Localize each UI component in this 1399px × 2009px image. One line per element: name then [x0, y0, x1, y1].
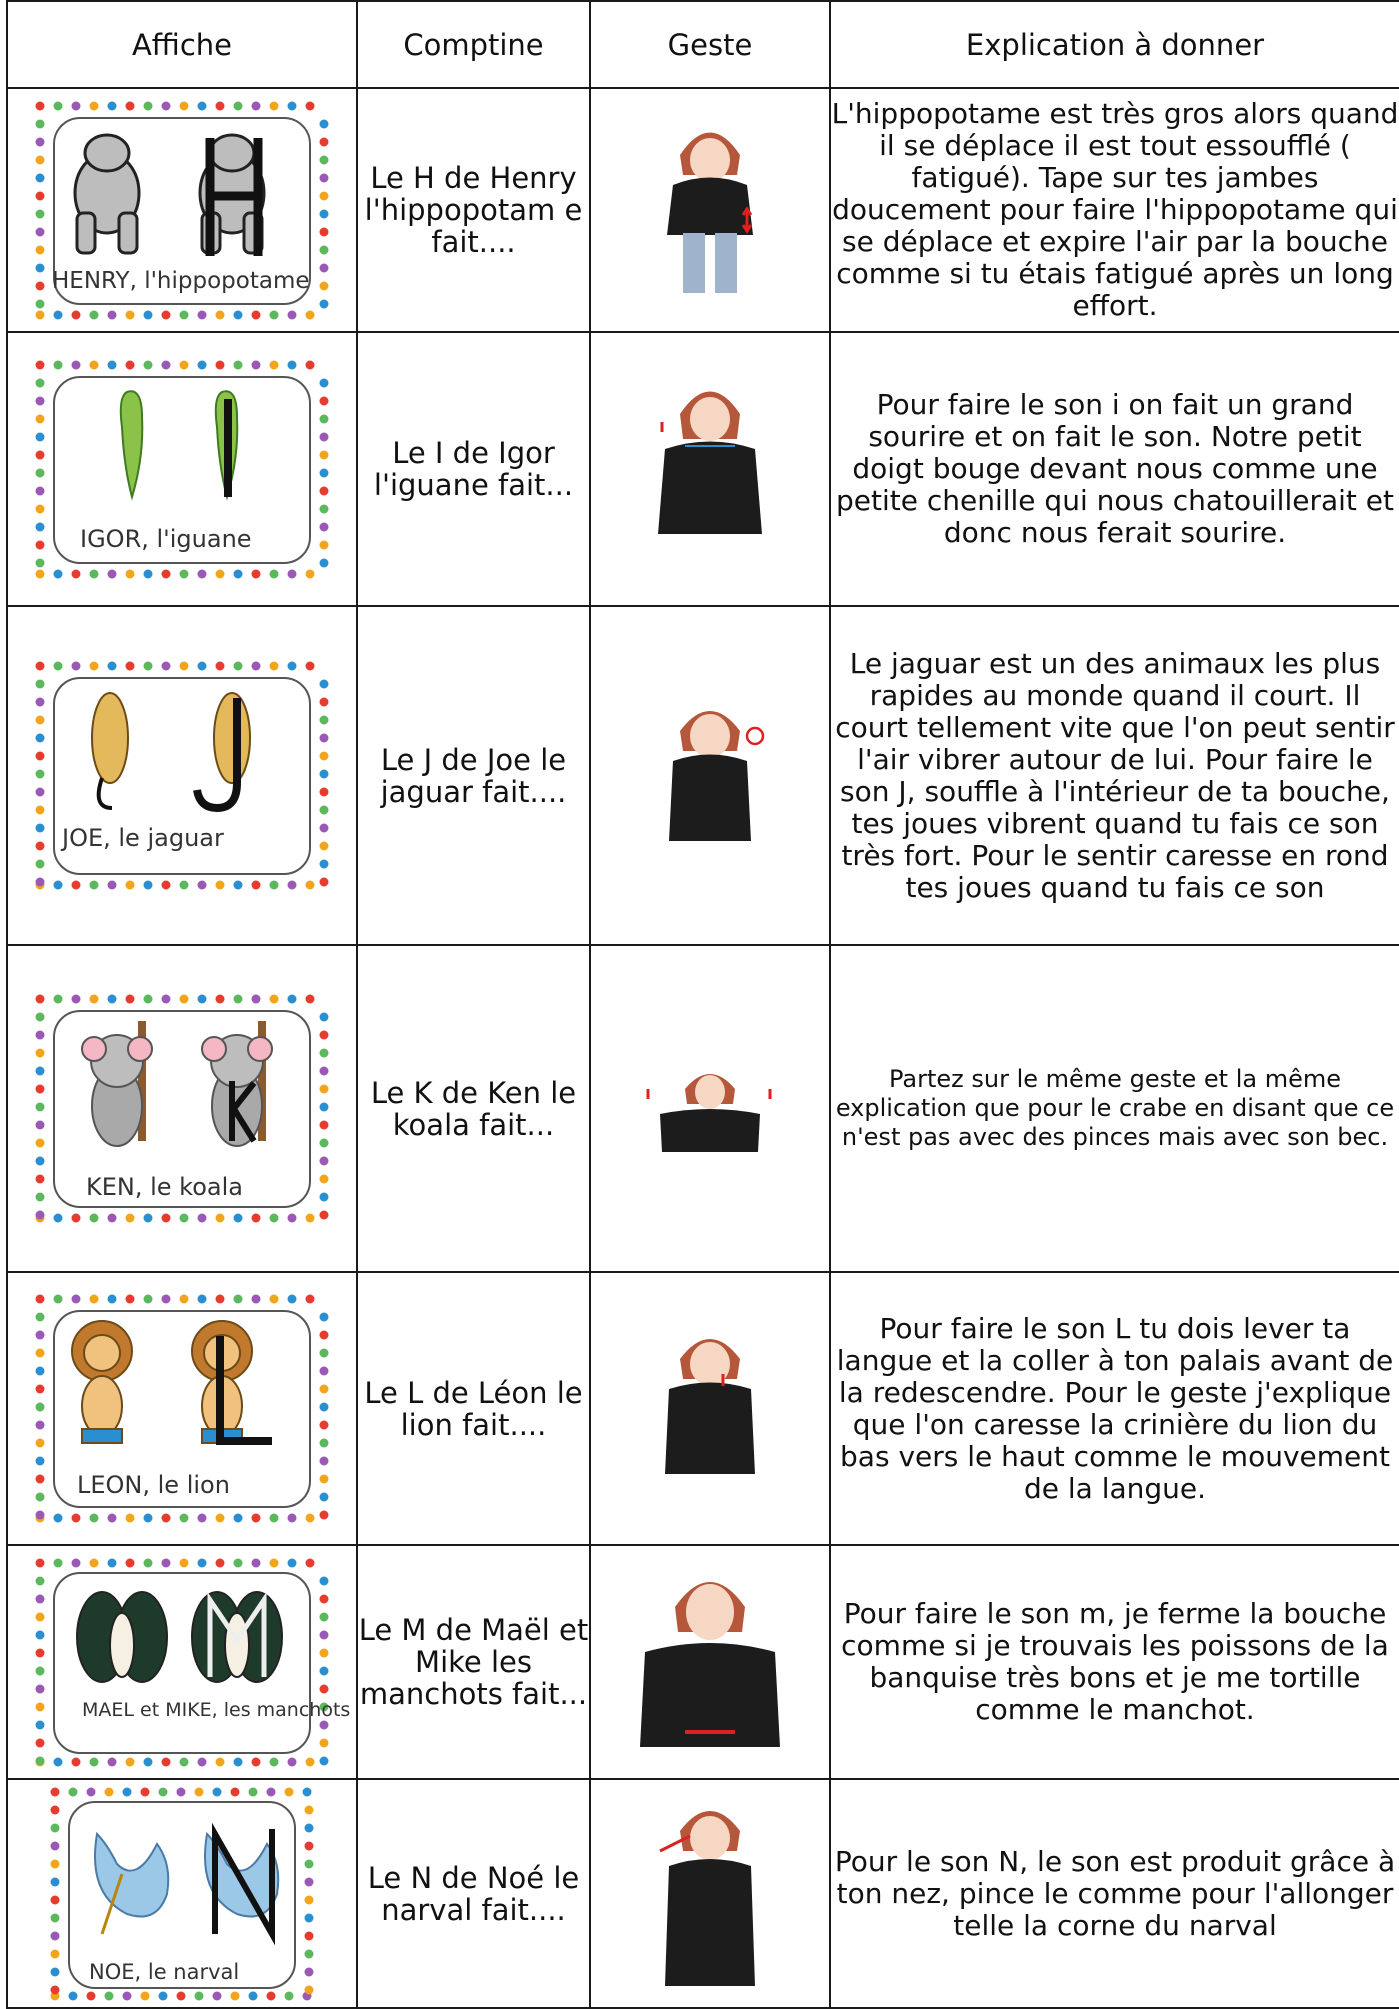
explanation-cell: L'hippopotame est très gros alors quand il se déplace il est tout essoufflé ( fatigué). Tape sur tes jambes doucement pour faire l'hippopotame qui se déplace et expire l'air par la bouche comme si tu étais fatigué après un long effort.: [830, 88, 1399, 332]
girl-gesture-icon: [655, 696, 765, 856]
gesture-cell: [590, 1779, 830, 2008]
gesture-cell: [590, 1272, 830, 1545]
poster-cell: [7, 88, 357, 332]
gesture-cell: [590, 606, 830, 945]
comptine-cell: Le K de Ken le koala fait...: [357, 945, 590, 1272]
explanation-cell: Pour faire le son i on fait un grand sourire et on fait le son. Notre petit doigt bouge devant nous comme une petite chenille qui nous chatouillerait et donc nous ferait sourire.: [830, 332, 1399, 606]
poster-label: NOE, le narval: [89, 1959, 240, 1984]
table-row: [7, 945, 1399, 1272]
explanation-cell: Pour le son N, le son est produit grâce à ton nez, pince le comme pour l'allonger telle la corne du narval: [830, 1779, 1399, 2008]
poster-koala: [32, 991, 332, 1226]
girl-gesture-icon: [640, 1064, 780, 1154]
poster-label: LEON, le lion: [77, 1471, 230, 1499]
comptine-cell: Le L de Léon le lion fait....: [357, 1272, 590, 1545]
comptine-cell: Le I de Igor l'iguane fait...: [357, 332, 590, 606]
header-affiche: Affiche: [7, 1, 357, 88]
header-explication: Explication à donner: [830, 1, 1399, 88]
comptine-cell: Le J de Joe le jaguar fait....: [357, 606, 590, 945]
poster-cell: [7, 1779, 357, 2008]
table-row: [7, 1272, 1399, 1545]
poster-narwhal: [47, 1784, 317, 2004]
poster-jaguar: [32, 658, 332, 893]
poster-hippopotamus: [32, 98, 332, 323]
poster-cell: [7, 1545, 357, 1779]
poster-iguana: [32, 357, 332, 582]
poster-cell: [7, 945, 357, 1272]
gesture-cell: [590, 88, 830, 332]
girl-gesture-icon: [655, 1324, 765, 1494]
poster-label: KEN, le koala: [86, 1173, 243, 1201]
gesture-cell: [590, 1545, 830, 1779]
table-row: [7, 1779, 1399, 2008]
phoneme-table: [6, 0, 1399, 2009]
comptine-cell: Le N de Noé le narval fait....: [357, 1779, 590, 2008]
poster-cell: [7, 606, 357, 945]
girl-gesture-icon: [640, 374, 780, 564]
comptine-cell: Le M de Maël et Mike les manchots fait...: [357, 1545, 590, 1779]
poster-label: IGOR, l'iguane: [80, 524, 252, 553]
explanation-cell: Partez sur le même geste et la même explication que pour le crabe en disant que ce n'est pas avec des pinces mais avec son bec.: [830, 945, 1399, 1272]
table-row: [7, 606, 1399, 945]
explanation-cell: Pour faire le son L tu dois lever ta langue et la coller à ton palais avant de la redescendre. Pour le geste j'explique que l'on caresse la crinière du lion du bas vers le haut comme le mouvement de la langue.: [830, 1272, 1399, 1545]
explanation-cell: Pour faire le son m, je ferme la bouche comme si je trouvais les poissons de la banquise très bons et je me tortille comme le manchot.: [830, 1545, 1399, 1779]
girl-gesture-icon: [630, 1562, 790, 1762]
poster-cell: [7, 332, 357, 606]
girl-gesture-icon: [655, 1796, 765, 1991]
gesture-cell: [590, 945, 830, 1272]
poster-penguins: [32, 1555, 351, 1770]
table-row: [7, 88, 1399, 332]
header-row: [7, 1, 1399, 88]
poster-label: MAEL et MIKE, les manchots: [82, 1698, 351, 1721]
comptine-cell: Le H de Henry l'hippopotam e fait....: [357, 88, 590, 332]
table-row: [7, 332, 1399, 606]
header-comptine: Comptine: [357, 1, 590, 88]
explanation-cell: Le jaguar est un des animaux les plus rapides au monde quand il court. Il court tellement vite que l'on peut sentir l'air vibrer autour de lui. Pour faire le son J, souffle à l'intérieur de ta bouche, tes joues vibrent quand tu fais ce son très fort. Pour le sentir caresse en rond tes joues quand tu fais ce son: [830, 606, 1399, 945]
header-geste: Geste: [590, 1, 830, 88]
poster-cell: [7, 1272, 357, 1545]
girl-gesture-icon: [655, 115, 765, 305]
poster-label: JOE, le jaguar: [62, 824, 224, 852]
table-row: [7, 1545, 1399, 1779]
poster-label: HENRY, l'hippopotame: [52, 267, 310, 294]
poster-lion: [32, 1291, 332, 1526]
gesture-cell: [590, 332, 830, 606]
